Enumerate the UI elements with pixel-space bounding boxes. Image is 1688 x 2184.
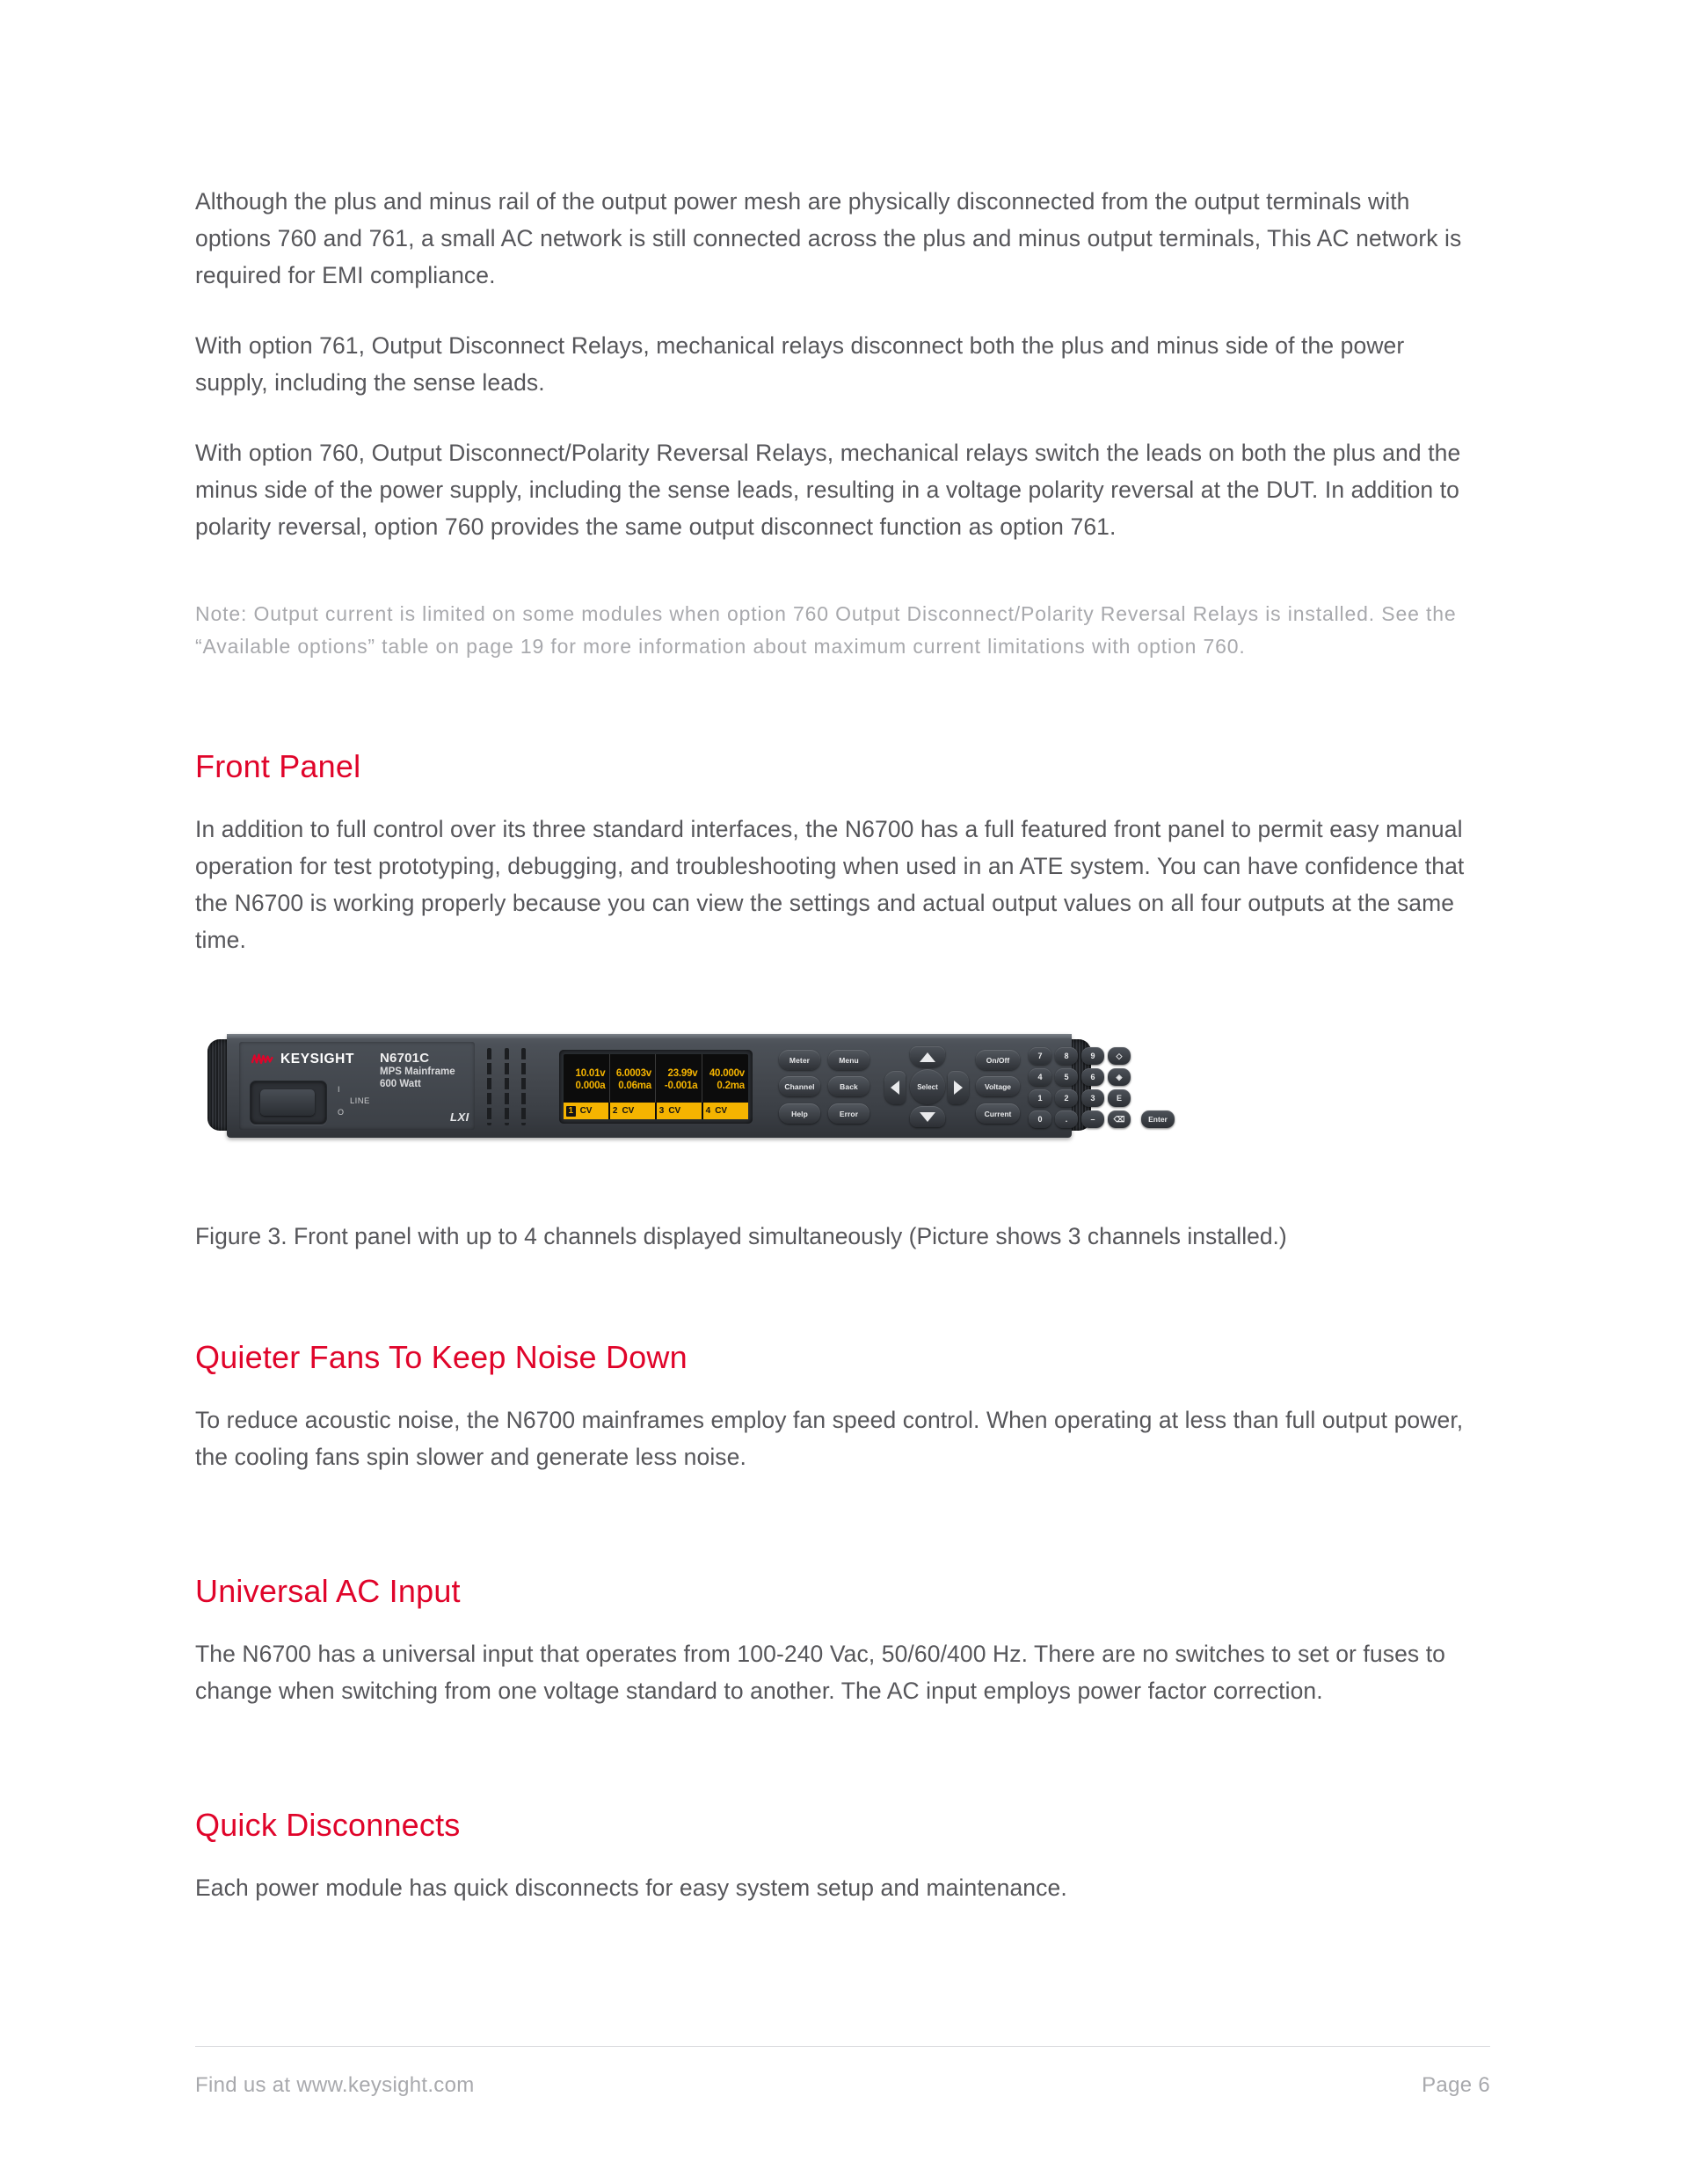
channel-voltage: 40.000v [709, 1067, 745, 1079]
brand-name: KEYSIGHT [280, 1052, 355, 1067]
paragraph-3: With option 760, Output Disconnect/Polarity Reversal Relays, mechanical relays switch the leads on both the plus and the minus side of the power supply, including the sense leads, resulting in a voltage polarity reversal at the DUT. In addition to polarity reversal, option 760 provides the same output disconnect function as option 761. [195, 440, 1461, 540]
help-button[interactable]: Help [779, 1103, 820, 1124]
heading-front-panel: Front Panel [195, 748, 361, 784]
key-3[interactable]: 3 [1081, 1089, 1104, 1107]
heading-quick-disconnects: Quick Disconnects [195, 1807, 461, 1843]
spacer [195, 1254, 1472, 1338]
key-decimal-point[interactable]: . [1055, 1110, 1078, 1128]
channel-current: 0.06ma [618, 1080, 651, 1091]
menu-button[interactable]: Menu [828, 1050, 869, 1070]
backspace-icon[interactable]: ⌫ [1108, 1110, 1131, 1128]
softkey-group [779, 1050, 877, 1124]
voltage-button[interactable]: Voltage [976, 1076, 1020, 1096]
key-minus[interactable]: – [1081, 1110, 1104, 1128]
back-button[interactable]: Back [828, 1076, 869, 1096]
figure-caption: Figure 3. Front panel with up to 4 channels displayed simultaneously (Picture shows 3 channels installed.) [195, 1223, 1287, 1249]
figure-front-panel [195, 1034, 1472, 1166]
vent-slot [505, 1048, 509, 1125]
line-indicator-group [338, 1084, 370, 1118]
key-up-diamond-icon[interactable]: ◇ [1108, 1047, 1131, 1065]
key-5[interactable]: 5 [1055, 1068, 1078, 1086]
spacer [195, 1743, 1472, 1806]
key-0[interactable]: 0 [1029, 1110, 1051, 1128]
spacer [195, 1509, 1472, 1572]
power-on-symbol: I [338, 1085, 340, 1094]
channel-mode: CV [668, 1105, 681, 1116]
device-n6701c-front-panel [207, 1034, 1168, 1138]
channel-readout [564, 1054, 610, 1103]
vent-slot [487, 1048, 491, 1125]
function-key-group [976, 1050, 1020, 1124]
enter-button[interactable]: Enter [1141, 1110, 1175, 1128]
spacer [195, 1845, 1472, 1869]
right-arrow-icon [954, 1081, 963, 1095]
universal-ac-body: The N6700 has a universal input that operates from 100-240 Vac, 50/60/400 Hz. There are no switches to set or fuses to change when switching from one voltage standard to another. The AC input employs power factor correction. [195, 1641, 1446, 1704]
quieter-fans-body: To reduce acoustic noise, the N6700 mainframes employ fan speed control. When operating at less than full output power, the cooling fans spin slower and generate less noise. [195, 1407, 1464, 1470]
keysight-logo [251, 1052, 354, 1067]
channel-current: 0.2ma [717, 1080, 745, 1091]
display-bezel [559, 1050, 753, 1124]
channel-status [610, 1103, 655, 1119]
select-button[interactable]: Select [910, 1069, 945, 1104]
channel-voltage: 6.0003v [615, 1067, 651, 1079]
line-label: LINE [350, 1096, 370, 1106]
quick-disconnects-body: Each power module has quick disconnects for easy system setup and maintenance. [195, 1875, 1067, 1901]
right-arrow-button[interactable] [948, 1071, 969, 1104]
vent-slot [521, 1048, 526, 1125]
note-block: Note: Output current is limited on some modules when option 760 Output Disconnect/Polarity Reversal Relays is installed. See the “Available options” table on page 19 for more information about maximum current limitations with option 760. [195, 602, 1457, 658]
on-off-button[interactable]: On/Off [976, 1050, 1020, 1070]
channel-status [703, 1103, 748, 1119]
key-4[interactable]: 4 [1029, 1068, 1051, 1086]
readout-row [564, 1054, 748, 1103]
footer-page-number: Page 6 [1422, 2073, 1490, 2097]
channel-current: 0.000a [575, 1080, 606, 1091]
left-arrow-icon [891, 1081, 899, 1095]
heading-quieter-fans: Quieter Fans To Keep Noise Down [195, 1339, 688, 1375]
model-block [380, 1051, 455, 1090]
page-footer [195, 2073, 1490, 2098]
channel-readout [610, 1054, 657, 1103]
up-arrow-icon [920, 1052, 935, 1062]
numeric-keypad [1029, 1047, 1168, 1128]
branding-panel [239, 1042, 475, 1130]
model-description: MPS Mainframe [380, 1067, 455, 1077]
channel-number: 3 [658, 1105, 665, 1116]
key-2[interactable]: 2 [1055, 1089, 1078, 1107]
channel-number: 4 [705, 1105, 711, 1116]
key-7[interactable]: 7 [1029, 1047, 1051, 1065]
channel-button[interactable]: Channel [779, 1076, 820, 1096]
footer-divider [195, 2046, 1490, 2047]
front-panel-body: In addition to full control over its three standard interfaces, the N6700 has a full featured front panel to permit easy manual operation for test prototyping, debugging, and troubleshooting when used in an ATE system. You can have confidence that the N6700 is working properly because you can view the settings and actual output values on all four outputs at the same time. [195, 816, 1465, 953]
power-off-symbol: O [338, 1108, 345, 1117]
spacer [195, 1377, 1472, 1401]
chassis-highlight [227, 1034, 1072, 1038]
key-exponent[interactable]: E [1108, 1089, 1131, 1107]
ventilation-slots [487, 1048, 526, 1125]
channel-readout [702, 1054, 749, 1103]
display-screen [564, 1054, 748, 1119]
current-button[interactable]: Current [976, 1103, 1020, 1124]
channel-mode: CV [715, 1105, 728, 1116]
footer-website[interactable]: Find us at www.keysight.com [195, 2073, 475, 2097]
error-button[interactable]: Error [828, 1103, 869, 1124]
key-down-diamond-icon[interactable]: ◈ [1108, 1068, 1131, 1086]
keypad-grid [1029, 1047, 1134, 1128]
device-chassis [227, 1034, 1168, 1138]
key-6[interactable]: 6 [1081, 1068, 1104, 1086]
paragraph-1: Although the plus and minus rail of the output power mesh are physically disconnected from the output terminals with options 760 and 761, a small AC network is still connected across the plus and minus output terminals, This AC network is required for EMI compliance. [195, 188, 1462, 288]
meter-button[interactable]: Meter [779, 1050, 820, 1070]
key-1[interactable]: 1 [1029, 1089, 1051, 1107]
channel-mode: CV [579, 1105, 593, 1116]
channel-readout [656, 1054, 702, 1103]
channel-status [564, 1103, 608, 1119]
paragraph-2: With option 761, Output Disconnect Relays, mechanical relays disconnect both the plus and minus side of the power supply, including the sense leads. [195, 332, 1405, 396]
channel-current: -0.001a [664, 1080, 698, 1091]
navigation-pad [884, 1046, 969, 1127]
channel-status-row [564, 1103, 748, 1119]
channel-number: 2 [612, 1105, 618, 1116]
page-content [195, 183, 1472, 1906]
key-8[interactable]: 8 [1055, 1047, 1078, 1065]
model-number: N6701C [380, 1051, 430, 1066]
down-arrow-button[interactable] [910, 1106, 945, 1127]
spacer [195, 663, 1472, 747]
channel-number: 1 [566, 1106, 576, 1117]
down-arrow-icon [920, 1112, 935, 1122]
key-9[interactable]: 9 [1081, 1047, 1104, 1065]
channel-status [657, 1103, 702, 1119]
spacer [195, 786, 1472, 811]
keysight-wave-icon [251, 1052, 274, 1067]
spacer [195, 1611, 1472, 1635]
lxi-logo: LXI [450, 1110, 469, 1124]
power-switch[interactable] [250, 1081, 327, 1125]
channel-mode: CV [622, 1105, 635, 1116]
model-power-rating: 600 Watt [380, 1079, 421, 1089]
up-arrow-button[interactable] [910, 1046, 945, 1067]
channel-voltage: 23.99v [667, 1067, 698, 1079]
heading-universal-ac-input: Universal AC Input [195, 1573, 461, 1609]
left-arrow-button[interactable] [884, 1071, 906, 1104]
channel-voltage: 10.01v [575, 1067, 606, 1079]
